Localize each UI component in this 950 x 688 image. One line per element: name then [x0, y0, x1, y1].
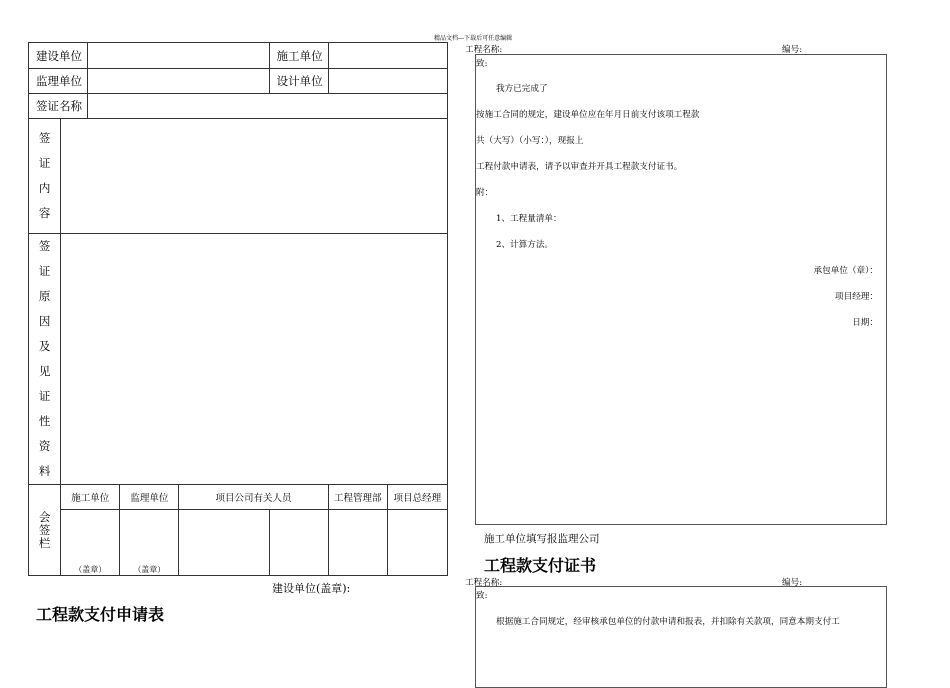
- item-quantity-list: 1、工程量清单：: [496, 214, 562, 224]
- watermark: 精品文档---下载后可任意编辑: [434, 35, 513, 42]
- field-qianzheng-yuanyin[interactable]: [61, 234, 448, 485]
- label-qianzheng-neirong: 签 证 内 容: [29, 119, 61, 234]
- date-label: 日期：: [852, 318, 878, 328]
- to-label: 致:: [476, 59, 488, 69]
- label-shigong-danwei: 施工单位: [269, 43, 328, 69]
- label-qianzheng-yuanyin: 签 证 原 因 及 见 证 性 资 料: [29, 234, 61, 485]
- amount-line: 共（大写）（小写：），现报上: [476, 136, 584, 146]
- seal-shigong[interactable]: （盖章）: [61, 510, 120, 576]
- contractor-seal-label: 承包单位（章）：: [813, 266, 878, 276]
- item-calc-method: 2、计算方法。: [496, 240, 554, 250]
- sign-guanlibu[interactable]: [328, 510, 387, 576]
- certificate-box: [475, 586, 887, 688]
- completed-line: 我方已完成了: [496, 84, 548, 94]
- col-xiangmu-zongjingli: 项目总经理: [387, 485, 447, 510]
- footer-seal-label: 建设单位(盖章):: [272, 582, 351, 595]
- field-shigong-danwei[interactable]: [328, 43, 447, 69]
- col-gongcheng-guanlibu: 工程管理部: [328, 485, 387, 510]
- certificate-line: 根据施工合同规定，经审核承包单位的付款申请和报表，并扣除有关款项，同意本期支付工: [496, 617, 840, 627]
- contract-line: 按施工合同的规定，建设单位应在年月日前支付该项工程款: [476, 110, 700, 120]
- certificate-title: 工程款支付证书: [484, 556, 597, 575]
- attach-label: 附：: [476, 188, 494, 198]
- field-jianli-danwei[interactable]: [88, 69, 270, 94]
- number-label: 编号:: [782, 45, 803, 55]
- label-jianli-danwei: 监理单位: [29, 69, 88, 94]
- label-jianshe-danwei: 建设单位: [29, 43, 88, 69]
- fill-note: 施工单位填写报监理公司: [484, 533, 600, 545]
- label-qianzheng-mingcheng: 签证名称: [29, 94, 88, 119]
- form-title: 工程款支付申请表: [36, 605, 165, 624]
- sign-zongjingli[interactable]: [387, 510, 447, 576]
- field-jianshe-danwei[interactable]: [88, 43, 270, 69]
- field-qianzheng-mingcheng[interactable]: [88, 94, 448, 119]
- project-manager-label: 项目经理：: [835, 292, 878, 302]
- field-qianzheng-neirong[interactable]: [61, 119, 448, 234]
- request-line: 工程付款申请表，请予以审查并开具工程款支付证书。: [476, 162, 683, 172]
- label-huiqian-lan: 会 签 栏: [29, 485, 61, 576]
- label-sheji-danwei: 设计单位: [269, 69, 328, 94]
- field-sheji-danwei[interactable]: [328, 69, 447, 94]
- payment-application-form: [28, 42, 448, 576]
- application-box: [475, 54, 887, 525]
- number-label-2: 编号:: [782, 578, 803, 588]
- col-xiangmu-gongsi: 项目公司有关人员: [179, 485, 328, 510]
- sign-xiangmu-2[interactable]: [269, 510, 328, 576]
- project-name-label: 工程名称:: [465, 45, 503, 55]
- col-jianli-danwei: 监理单位: [120, 485, 179, 510]
- to-label-2: 致:: [476, 591, 488, 601]
- sign-xiangmu-1[interactable]: [179, 510, 269, 576]
- col-shigong-danwei: 施工单位: [61, 485, 120, 510]
- project-name-label-2: 工程名称:: [465, 578, 503, 588]
- seal-jianli[interactable]: （盖章）: [120, 510, 179, 576]
